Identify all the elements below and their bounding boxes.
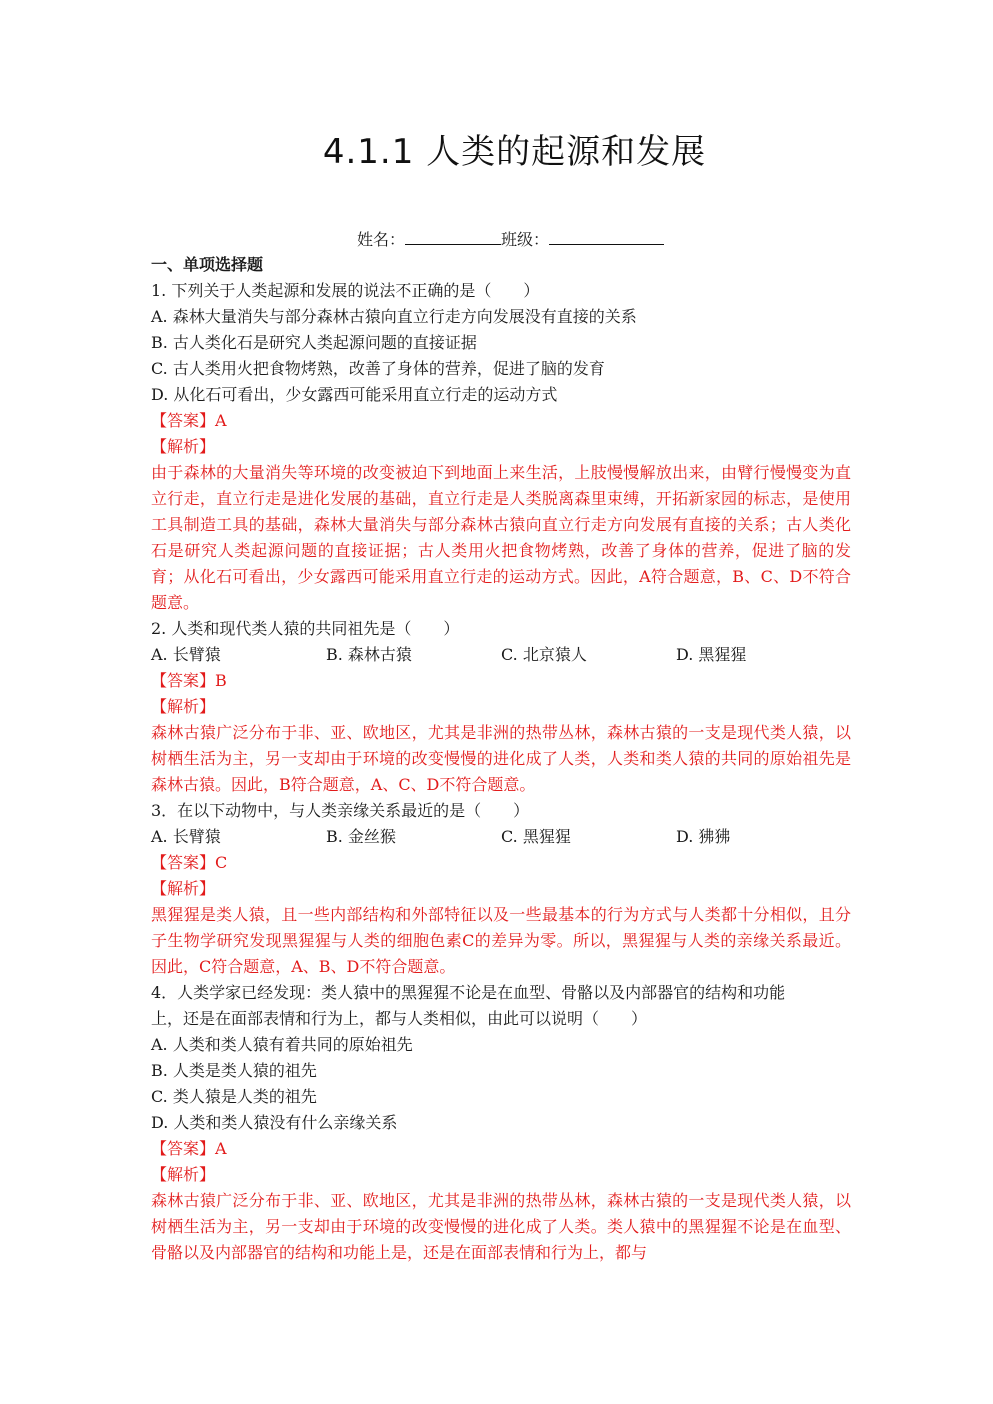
answer-line — [151, 408, 851, 434]
answer-value: A — [215, 411, 227, 430]
question-3 — [151, 798, 851, 980]
document-body — [151, 252, 851, 1266]
option: B. 森林古猿 — [326, 645, 412, 664]
option: B. 人类是类人猿的祖先 — [151, 1061, 317, 1080]
section-heading: 一、单项选择题 — [151, 255, 264, 274]
option: A. 长臂猿 — [151, 827, 221, 846]
answer-label: 【答案】 — [151, 853, 216, 872]
answer-value: A — [215, 1139, 227, 1158]
option: B. 古人类化石是研究人类起源问题的直接证据 — [151, 333, 477, 352]
option: A. 森林大量消失与部分森林古猿向直立行走方向发展没有直接的关系 — [151, 307, 637, 326]
student-info — [357, 226, 664, 250]
class-label: 班级： — [501, 230, 550, 249]
question-stem-continued: 上，还是在面部表情和行为上，都与人类相似，由此可以说明（ ） — [151, 1009, 648, 1028]
analysis-text: 森林古猿广泛分布于非、亚、欧地区，尤其是非洲的热带丛林，森林古猿的一支是现代类人猿，以树栖生活为主，另一支却由于环境的改变慢慢的进化成了人类。类人猿中的黑猩猩不论是在血型、骨骼以及内部器官的结构和功能上是，还是在面部表情和行为上，都与 — [151, 1191, 851, 1262]
answer-label: 【答案】 — [151, 671, 216, 690]
option: C. 黑猩猩 — [501, 827, 571, 846]
answer-line — [151, 1136, 851, 1162]
option: C. 古人类用火把食物烤熟，改善了身体的营养，促进了脑的发育 — [151, 359, 605, 378]
analysis-text: 黑猩猩是类人猿，且一些内部结构和外部特征以及一些最基本的行为方式与人类都十分相似，且分子生物学研究发现黑猩猩与人类的细胞色素C的差异为零。所以，黑猩猩与人类的亲缘关系最近。因此，C符合题意，A、B、D不符合题意。 — [151, 905, 851, 976]
question-1 — [151, 278, 851, 616]
page-title: 4.1.1 人类的起源和发展 — [322, 132, 707, 172]
option: C. 北京猿人 — [501, 645, 587, 664]
option: D. 从化石可看出，少女露西可能采用直立行走的运动方式 — [151, 385, 558, 404]
question-stem: 1. 下列关于人类起源和发展的说法不正确的是（ ） — [151, 281, 540, 300]
option: D. 人类和类人猿没有什么亲缘关系 — [151, 1113, 398, 1132]
answer-value: C — [215, 853, 228, 872]
option: D. 黑猩猩 — [676, 645, 747, 664]
analysis-text: 由于森林的大量消失等环境的改变被迫下到地面上来生活，上肢慢慢解放出来，由臂行慢慢变为直立行走，直立行走是进化发展的基础，直立行走是人类脱离森里束缚，开拓新家园的标志，是使用工具制造工具的基础，森林大量消失与部分森林古猿向直立行走方向发展有直接的关系；古人类化石是研究人类起源问题的直接证据；古人类用火把食物烤熟，改善了身体的营养，促进了脑的发育；从化石可看出，少女露西可能采用直立行走的运动方式。因此，A符合题意，B、C、D不符合题意。 — [151, 463, 851, 612]
analysis-text: 森林古猿广泛分布于非、亚、欧地区，尤其是非洲的热带丛林，森林古猿的一支是现代类人猿，以树栖生活为主，另一支却由于环境的改变慢慢的进化成了人类，人类和类人猿的共同的原始祖先是森林古猿。因此，B符合题意，A、C、D不符合题意。 — [151, 723, 851, 794]
class-blank[interactable] — [549, 226, 664, 245]
question-stem: 2. 人类和现代类人猿的共同祖先是（ ） — [151, 619, 460, 638]
question-stem: 4．人类学家已经发现：类人猿中的黑猩猩不论是在血型、骨骼以及内部器官的结构和功能 — [151, 983, 786, 1002]
analysis-label: 【解析】 — [151, 437, 216, 456]
answer-line — [151, 668, 851, 694]
analysis-label: 【解析】 — [151, 1165, 216, 1184]
name-label: 姓名： — [357, 230, 406, 249]
answer-value: B — [215, 671, 227, 690]
answer-label: 【答案】 — [151, 1139, 216, 1158]
option: A. 人类和类人猿有着共同的原始祖先 — [151, 1035, 413, 1054]
option: C. 类人猿是人类的祖先 — [151, 1087, 317, 1106]
options-row — [151, 642, 851, 668]
question-2 — [151, 616, 851, 798]
option: B. 金丝猴 — [326, 827, 396, 846]
answer-line — [151, 850, 851, 876]
question-4 — [151, 980, 851, 1266]
analysis-label: 【解析】 — [151, 879, 216, 898]
options-row — [151, 824, 851, 850]
option: D. 狒狒 — [676, 827, 731, 846]
option: A. 长臂猿 — [151, 645, 221, 664]
analysis-label: 【解析】 — [151, 697, 216, 716]
answer-label: 【答案】 — [151, 411, 216, 430]
name-blank[interactable] — [405, 226, 501, 245]
question-stem: 3．在以下动物中，与人类亲缘关系最近的是（ ） — [151, 801, 530, 820]
